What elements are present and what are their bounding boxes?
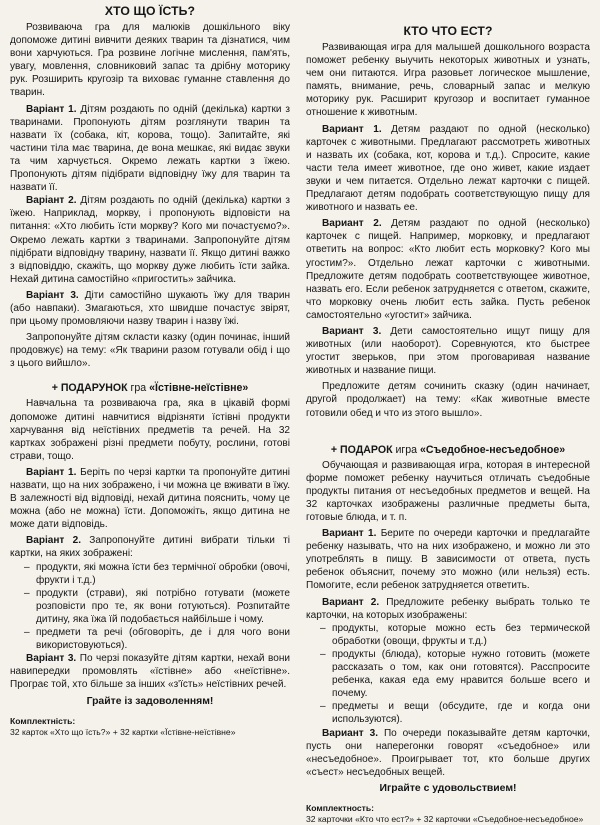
uk-gift-variant-2-text: Запропонуйте дитині вибрати тільки ті картки, на яких зображені:: [10, 535, 290, 560]
uk-title: ХТО ЩО ЇСТЬ?: [104, 4, 196, 18]
ru-gift-variant-1: [306, 527, 590, 592]
ru-kit: [306, 803, 590, 825]
ru-gift-variant-2-list: [306, 622, 590, 727]
uk-gift-plus: + ПОДАРУНОК: [51, 382, 128, 395]
uk-intro: Розвиваюча гра для малюків дошкільного віку допоможе дитині вивчити деяких тварин та дізнатися, чим вони харчуються. Гра розвине логічне мислення, пам'ять, увагу, мовлення, словниковий запас та дрібну моторику рук. Розширить кругозір та виховає гуманне ставлення до тварин.: [10, 22, 290, 99]
uk-gift-variant-2-list: [10, 561, 290, 653]
ru-story-task: Предложите детям сочинить сказку (один начинает, другой продолжает) на тему: «Как животные вместе готовили обед и что из этого вышло».: [306, 381, 590, 419]
russian-column: [306, 4, 590, 825]
list-item: – продукти, які можна їсти без термічної обробки (овочі, фрукти і т.д.): [26, 561, 290, 587]
uk-kit-text: 32 карток «Хто що їсть?» + 32 картки «Їстівне-неїстівне»: [10, 726, 236, 737]
ru-title: КТО ЧТО ЕСТ?: [403, 24, 493, 38]
ru-variant-3: [306, 325, 590, 377]
uk-gift-word: гра: [127, 382, 150, 395]
ru-gift-title: [306, 444, 590, 456]
ru-gift-variant-2-text: Предложите ребенку выбрать только те карточки, на которых изображены:: [306, 596, 591, 621]
uk-variant-2-text: Дітям роздають по одній (декілька) картки з їжею. Наприклад, моркву, і пропонують відповісти на питання: «Хто любить їсти моркву? Кого ми почастуємо?». Окремо лежать картки з тваринами. Запропонуйте дітям підібрати відповідну тварину, назвати її. Якщо дитині важко з відповіддю, скажіть, що моркву дуже любить їсти зайка. Нехай дитина самостійно «пригостить» зайчика.: [10, 195, 290, 285]
list-item: – предмети та речі (обговоріть, де і для чого вони використовуються).: [26, 626, 290, 652]
uk-gift-variant-2: [10, 534, 290, 560]
ru-gift-intro: Обучающая и развивающая игра, которая в интересной форме поможет ребенку научиться отличать съедобные продукты питания от несъедобных предметов и вещей. На 32 карточках изображены различные предметы быта, готовые блюда, и т. п.: [306, 459, 590, 523]
ru-variant-2-text: Детям раздают по одной (несколько) карточек с пищей. Например, морковку, и предлагают ответить на вопрос: «Кто любит есть морковку? Кого мы угостим?». Отдельно лежат карточки с животными. Предложите детям подобрать соответствующее животное, назвать его. Если ребенок затрудняется с ответом, скажите, что морковку очень любит есть зайка. Пусть ребенок самостоятельно «угостит» зайчика.: [306, 218, 591, 321]
uk-variant-1-label: Варіант 1.: [26, 103, 77, 115]
uk-variant-3-text: Діти самостійно шукають їжу для тварин (або навпаки). Змагаються, хто швидше почастує звірят, при цьому промовляючи назву тварин і назву їжі.: [10, 289, 290, 328]
ru-kit-label: Комплектность:: [306, 802, 375, 813]
ukrainian-column: [10, 4, 290, 738]
ru-variant-1-label: Вариант 1.: [322, 123, 382, 135]
ru-variant-1: [306, 123, 590, 215]
uk-variant-1: [10, 103, 290, 195]
uk-gift-title: [10, 382, 290, 394]
ru-gift-variant-3-label: Вариант 3.: [322, 727, 379, 739]
uk-kit: [10, 716, 290, 738]
ru-gift-plus: + ПОДАРОК: [330, 443, 393, 456]
uk-closing: Грайте із задоволенням!: [86, 695, 214, 707]
uk-gift-intro: Навчальна та розвиваюча гра, яка в цікавій формі допоможе дитині навчитися відрізняти їстівні продукти харчування від неїстівних предметів та речей. На 32 картках зображені різні предмети побуту, рослини, готові страви, тощо.: [10, 398, 290, 462]
uk-gift-name: «Їстівне-неїстівне»: [149, 382, 249, 395]
uk-gift-variant-3-label: Варіант 3.: [26, 653, 77, 665]
ru-variant-1-text: Детям раздают по одной (несколько) карточек с животными. Предлагают рассмотреть животных и назвать их (собака, кот, корова и т.д.). Спросите, какие части тела имеет животное, где оно живет, какие издает звуки и чем питается. Отдельно лежат карточки с пищей. Предлагают детям подобрать соответствующую пищу для животного и назвать ее.: [306, 123, 591, 214]
ru-gift-variant-3: [306, 727, 590, 779]
ru-gift-word: игра: [392, 443, 421, 456]
list-item: – продукти (страви), які потрібно готувати (можете розповісти про те, як вони готуються). Розпитайте дитину, яка їжа їй подобається найбільше і чому.: [26, 587, 290, 626]
uk-variant-2: [10, 194, 290, 286]
list-item: – продукты (блюда), которые нужно готовить (можете рассказать о том, как они готовятся). Расспросите ребенка, какая еда ему нравится больше всего и почему.: [322, 648, 590, 700]
uk-gift-variant-1-label: Варіант 1.: [26, 466, 77, 478]
ru-kit-text: 32 карточки «Кто что ест?» + 32 карточки «Съедобное-несъедобное»: [306, 813, 584, 824]
ru-gift-variant-1-text: Берите по очереди карточки и предлагайте ребенку называть, что на них изображено, и можно ли это употреблять в пищу. В зависимости от ответа, пусть ребенок объяснит, почему это можно (или нельзя) есть. Помогите, если ребенок затрудняется ответить.: [306, 528, 591, 592]
ru-variant-2: [306, 217, 590, 322]
ru-variant-3-label: Вариант 3.: [322, 325, 382, 337]
uk-variant-3: [10, 289, 290, 328]
list-item: – продукты, которые можно есть без термической обработки (овощи, фрукты и т.д.): [322, 622, 590, 648]
uk-gift-variant-2-label: Варіант 2.: [26, 535, 81, 547]
ru-gift-variant-1-label: Вариант 1.: [322, 528, 377, 540]
ru-variant-3-text: Дети самостоятельно ищут пищу для животных (или наоборот). Соревнуются, кто быстрее угостит зверьков, при этом проговаривая название животных и название пищи.: [306, 325, 591, 377]
uk-gift-variant-3: [10, 652, 290, 691]
ru-variant-2-label: Вариант 2.: [322, 218, 382, 230]
uk-variant-3-label: Варіант 3.: [26, 289, 79, 301]
uk-variant-1-text: Дітям роздають по одній (декілька) картки з тваринами. Пропонують дітям розглянути тварин та назвати їх (собака, кіт, корова, тощо). Запитайте, які частини тіла має тварина, де вона мешкає, які видає звуки та чим харчується. Окремо лежать картки з їжею. Пропонують дітям підібрати відповідну їжу для тварин та назвати її.: [10, 103, 290, 194]
ru-closing: Играйте с удовольствием!: [379, 782, 517, 794]
uk-gift-variant-1: [10, 466, 290, 531]
ru-gift-variant-3-text: По очереди показывайте детям карточки, пусть они наперегонки говорят «съедобное» или «несъедобное». Проигрывает тот, кто больше других «съест» несъедобных вещей.: [306, 727, 590, 778]
ru-gift-variant-2: [306, 596, 590, 622]
ru-intro: Развивающая игра для малышей дошкольного возраста поможет ребенку выучить некоторых животных и узнать, чем они питаются. Игра разовьет логическое мышление, память, внимание, речь, словарный запас и мелкую моторику рук. Расширит кругозор и воспитает гуманное отношение к животным.: [306, 42, 590, 119]
uk-kit-label: Комплектність:: [10, 715, 76, 726]
uk-variant-2-label: Варіант 2.: [26, 195, 77, 207]
uk-gift-variant-1-text: Беріть по черзі картки та пропонуйте дитині назвати, що на них зображено, і чи можна це вживати в їжу. В залежності від відповіді, нехай дитина пояснить, чому це можна (або не можна) їсти. Допоможіть, якщо дитина не може дати відповідь.: [10, 466, 290, 531]
ru-gift-variant-2-label: Вариант 2.: [322, 596, 380, 608]
uk-story-task: Запропонуйте дітям скласти казку (один починає, інший продовжує) на тему: «Як тварини разом готували обід і що з цього вийшло».: [10, 332, 290, 370]
ru-gift-name: «Съедобное-несъедобное»: [420, 443, 566, 456]
list-item: – предметы и вещи (обсудите, где и когда они используются).: [322, 700, 590, 726]
uk-gift-variant-3-text: По черзі показуйте дітям картки, нехай вони навипередки промовлять «їстівне» або «неїстівне». Програє той, хто більше за інших «з'їсть» неїстівних речей.: [10, 653, 290, 691]
